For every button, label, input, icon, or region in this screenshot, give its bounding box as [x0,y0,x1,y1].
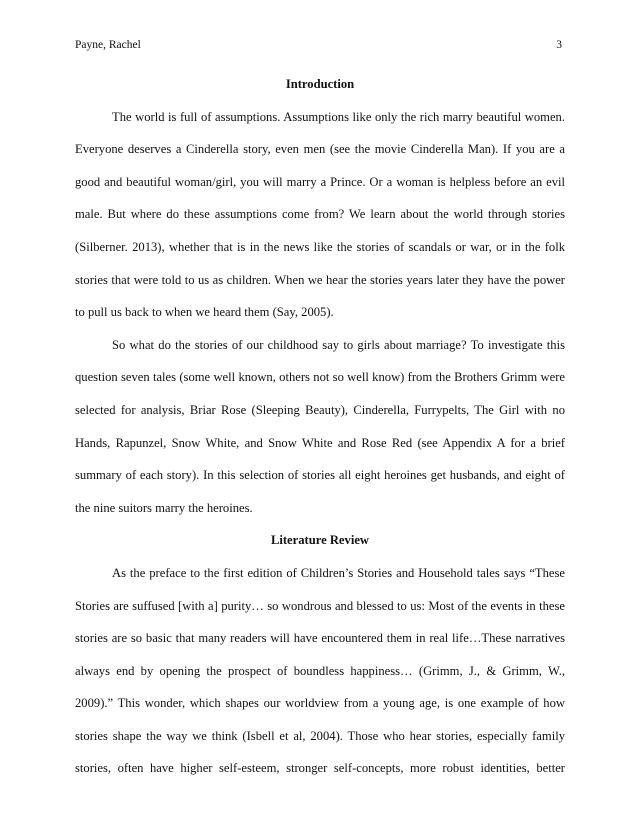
running-header [75,37,562,53]
header-author: Payne, Rachel [75,39,141,51]
text-line: The world is full of assumptions. Assumptions like only the rich marry beautiful women. [112,109,565,124]
introduction-heading: Introduction [285,77,355,91]
text-line: the nine suitors marry the heroines. [75,500,253,515]
text-line: selected for analysis, Briar Rose (Sleeping Beauty), Cinderella, Furrypelts, The Girl with no [75,402,565,417]
text-line: stories are so basic that many readers will have encountered them in real life…These narratives [75,631,565,646]
text-line: good and beautiful woman/girl, you will marry a Prince. Or a woman is helpless before an evil [75,174,565,189]
text-line: male. But where do these assumptions come from? We learn about the world through stories [75,207,565,222]
text-line: summary of each story). In this selection of stories all eight heroines get husbands, and eight of [75,468,565,483]
text-line: (Silberner. 2013), whether that is in the news like the stories of scandals or war, or in the folk [75,239,565,254]
introduction-paragraph-1 [75,101,565,329]
page-number: 3 [556,39,562,51]
literature-review-heading: Literature Review [270,533,370,548]
text-line: stories that were told to us as children. When we hear the stories years later they have the power [75,272,565,287]
literature-review-paragraph-1 [75,557,565,785]
text-line: to pull us back to when we heard them (Say, 2005). [75,305,334,320]
text-line: question seven tales (some well known, others not so well know) from the Brothers Grimm were [75,370,565,385]
text-line: Stories are suffused [with a] purity… so wondrous and blessed to us: Most of the events in these [75,598,565,613]
text-line: So what do the stories of our childhood say to girls about marriage? To investigate this [112,337,565,352]
document-body [75,68,565,785]
introduction-paragraph-2 [75,329,565,525]
text-line: Everyone deserves a Cinderella story, even men (see the movie Cinderella Man). If you are a [75,142,565,157]
text-line: stories, often have higher self-esteem, stronger self-concepts, more robust identities, better [75,761,565,776]
text-line: stories shape the way we think (Isbell et al, 2004). Those who hear stories, especially family [75,728,565,743]
text-line: 2009).” This wonder, which shapes our worldview from a young age, is one example of how [75,696,565,711]
text-line: As the preface to the first edition of Children’s Stories and Household tales says “These [112,565,565,580]
text-line: always end by opening the prospect of boundless happiness… (Grimm, J., & Grimm, W., [75,663,565,678]
text-line: Hands, Rapunzel, Snow White, and Snow White and Rose Red (see Appendix A for a brief [75,435,565,450]
